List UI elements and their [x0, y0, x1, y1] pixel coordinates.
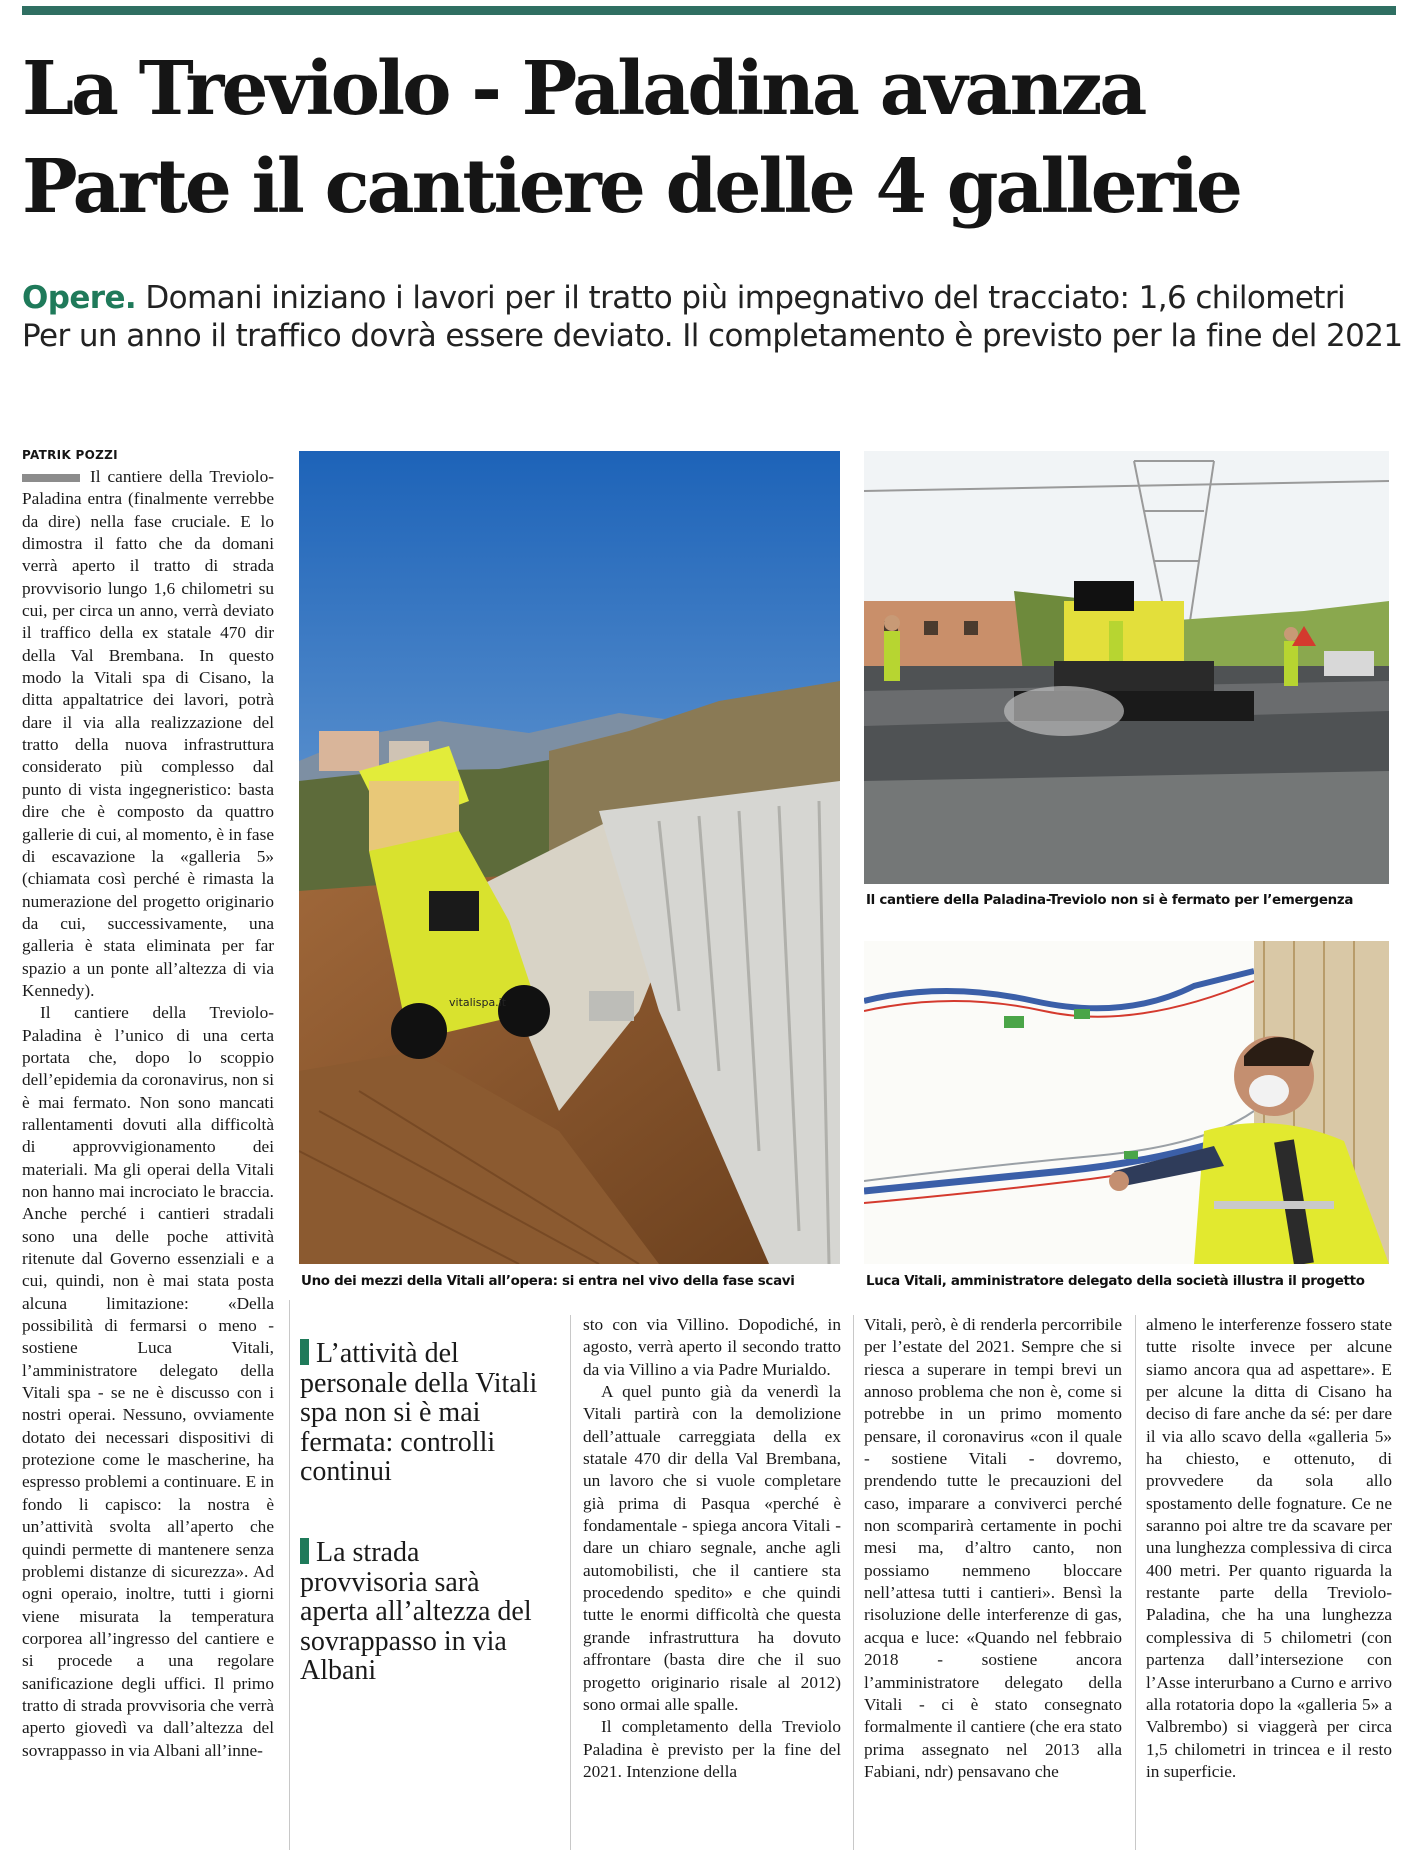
article-paragraph: sto con via Villino. Dopodiché, in agosto, verrà aperto il secondo tratto da via Villino a via Padre Murialdo.	[583, 1315, 841, 1379]
photo-paving-site	[864, 451, 1389, 884]
photo-excavation-truck	[299, 451, 840, 1264]
subheadline-label: Opere.	[22, 280, 137, 316]
column-divider	[853, 1315, 854, 1850]
pullquote-marker	[300, 1538, 309, 1564]
article-column-3	[583, 1314, 841, 1849]
article-paragraph: Il cantiere della Treviolo-Paladina entra (finalmente verrebbe da dire) nella fase cruciale. E lo dimostra il fatto che da domani verrà aperto il tratto di strada provvisorio lungo 1,6 chilometri su cui, per circa un anno, verrà deviato il traffico della ex statale 470 dir della Val Brembana. In questo modo la Vitali spa di Cisano, la ditta appaltatrice dei lavori, potrà dare il via alla realizzazione del tratto della nuova infrastruttura considerato più complesso dal punto di vista ingegneristico: basta dire che è composto da quattro gallerie di cui, al momento, è in fase di escavazione la «galleria 5» (chiamata così perché è rimasta la numerazione del progetto originario da cui, successivamente, una galleria è stata eliminata per far spazio a un ponte all’altezza di via Kennedy).	[22, 467, 274, 1000]
subheadline-line-2: Per un anno il traffico dovrà essere deviato. Il completamento è previsto per la fine del 2021	[22, 318, 1403, 354]
headline-line-2: Parte il cantiere delle 4 gallerie	[22, 144, 1240, 230]
pullquote-1: L’attività del personale della Vitali spa non si è mai fermata: controlli continui	[300, 1338, 538, 1487]
article-paragraph: A quel punto già da venerdì la Vitali partirà con la demolizione dell’attuale carreggiata della ex statale 470 dir della Val Brembana, un lavoro che si vuole completare già prima di Pasqua «perché è fondamentale - spiega ancora Vitali - dare un chiaro segnale, anche agli automobilisti, che il cantiere sta procedendo spedito» e che quindi tutte le enormi difficoltà che questa grande infrastruttura ha dovuto affrontare (basta dire che il suo progetto originario risale al 2012) sono ormai alle spalle.	[583, 1382, 841, 1714]
subheadline-line-1	[22, 280, 1346, 316]
intro-marker	[22, 474, 80, 482]
subheadline-text-1: Domani iniziano i lavori per il tratto più impegnativo del tracciato: 1,6 chilometri	[145, 280, 1346, 316]
column-divider	[1135, 1315, 1136, 1850]
caption-photo-1: Uno dei mezzi della Vitali all’opera: si entra nel vivo della fase scavi	[301, 1274, 795, 1289]
article-paragraph: almeno le interferenze fossero state tutte risolte invece per alcune siamo ancora qua ad aspettare». E per alcune la ditta di Cisano ha deciso di fare anche da sé: per dare il via allo scavo della «galleria 5» ha chiesto, e ottenuto, di provvedere da sola allo spostamento delle fognature. Ce ne saranno poi altre tre da scavare per una lunghezza complessiva di circa 400 metri. Per quanto riguarda la restante parte della Treviolo- Paladina, che ha una lunghezza complessiva di 5 chilometri (con partenza dall’intersezione con l’Asse interurbano a Curno e arrivo alla rotatoria dopo la «galleria 5» a Valbrembo) si viaggerà per circa 1,5 chilometri in trincea e il resto in superficie.	[1146, 1315, 1392, 1781]
article-paragraph: Vitali, però, è di renderla percorribile per l’estate del 2021. Sempre che si riesca a superare in tempi brevi un annoso problema che non è, come si potrebbe in un primo momento pensare, il coronavirus «con il quale - sostiene Vitali - dovremo, prendendo tutte le precauzioni del caso, imparare a convivercі perché non scomparirà certamente in pochi mesi ma, d’altro canto, non possiamo nemmeno bloccare nell’attesa tutti i cantieri». Bensì la risoluzione delle interferenze di gas, acqua e luce: «Quando nel febbraio 2018 - sostiene ancora l’amministratore delegato della Vitali - ci è stato consegnato formalmente il cantiere (che era stato prima assegnato nel 2013 alla Fabiani, ndr) pensavano che	[864, 1315, 1122, 1781]
caption-photo-3: Luca Vitali, amministratore delegato della società illustra il progetto	[866, 1274, 1365, 1289]
column-divider	[570, 1315, 571, 1850]
byline: PATRIK POZZI	[22, 448, 118, 462]
top-rule	[22, 6, 1396, 15]
truck-branding: vitalispa.it	[449, 996, 507, 1009]
pullquote-2: La strada provvisoria sarà aperta all’altezza del sovrappasso in via Albani	[300, 1537, 532, 1686]
article-column-4	[864, 1314, 1122, 1849]
caption-photo-2: Il cantiere della Paladina-Treviolo non si è fermato per l’emergenza	[866, 893, 1354, 908]
column-divider	[289, 1300, 290, 1850]
article-column-5	[1146, 1314, 1392, 1849]
headline-line-1: La Treviolo - Paladina avanza	[22, 46, 1145, 132]
article-paragraph: Il completamento della Treviolo Paladina è previsto per la fine del 2021. Intenzione della	[583, 1717, 841, 1781]
photo-luca-vitali-plan	[864, 941, 1389, 1264]
article-column-1	[22, 466, 274, 1846]
pullquote-marker	[300, 1339, 309, 1365]
article-paragraph: Il cantiere della Treviolo-Paladina è l’unico di una certa portata che, dopo lo scoppio dell’epidemia da coronavirus, non si è mai fermato. Non sono mancati rallentamenti dovuti alla difficoltà di approvvigionamento dei materiali. Ma gli operai della Vitali non hanno mai incrociato le braccia. Anche perché i cantieri stradali sono una delle poche attività ritenute dal Governo essenziali e a cui, quindi, non è mai stata posta alcuna limitazione: «Della possibilità di fermarsi o meno - sostiene Luca Vitali, l’amministratore delegato della Vitali spa - se ne è discusso con i nostri operai. Nessuno, ovviamente dotato dei necessari dispositivi di protezione come le mascherine, ha espresso problemi a continuare. E in fondo li capisco: la nostra è un’attività svolta all’aperto che quindi permette di mantenere senza problemi distanze di sicurezza». Ad ogni operaio, inoltre, tutti i giorni viene misurata la temperatura corporea all’ingresso del cantiere e si procede a una regolare sanificazione degli uffici. Il primo tratto di strada provvisoria che verrà aperto giovedì va dall’altezza del sovrappasso in via Albani all’inne-	[22, 1003, 274, 1760]
